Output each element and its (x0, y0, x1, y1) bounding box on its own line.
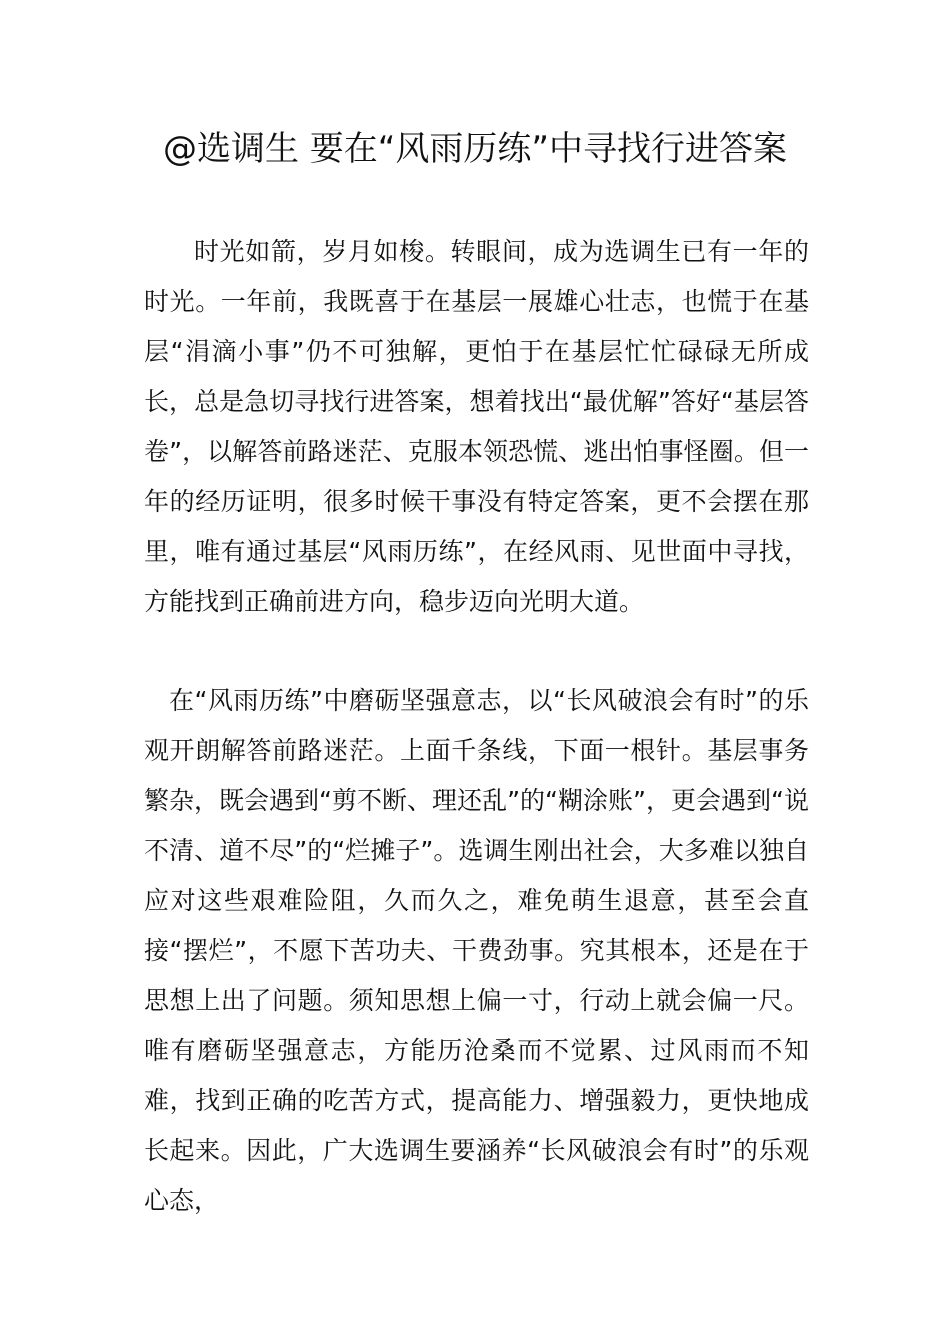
paragraph-1: 时光如箭，岁月如梭。转眼间，成为选调生已有一年的时光。一年前，我既喜于在基层一展雄心壮志，也慌于在基层“涓滴小事”仍不可独解，更怕于在基层忙忙碌碌无所成长，总是急切寻找行进答案，想着找出“最优解”答好“基层答卷”，以解答前路迷茫、克服本领恐慌、逃出怕事怪圈。但一年的经历证明，很多时候干事没有特定答案，更不会摆在那里，唯有通过基层“风雨历练”，在经风雨、见世面中寻找，方能找到正确前进方向，稳步迈向光明大道。 (144, 237, 809, 616)
document-title: @选调生 要在“风雨历练”中寻找行进答案 (162, 129, 788, 169)
paragraph-2: 在“风雨历练”中磨砺坚强意志，以“长风破浪会有时”的乐观开朗解答前路迷茫。上面千条线，下面一根针。基层事务繁杂，既会遇到“剪不断、理还乱”的“糊涂账”，更会遇到“说不清、道不尽”的“烂摊子”。选调生刚出社会，大多难以独自应对这些艰难险阻，久而久之，难免萌生退意，甚至会直接“摆烂”，不愿下苦功夫、干费劲事。究其根本，还是在于思想上出了问题。须知思想上偏一寸，行动上就会偏一尺。唯有磨砺坚强意志，方能历沧桑而不觉累、过风雨而不知难，找到正确的吃苦方式，提高能力、增强毅力，更快地成长起来。因此，广大选调生要涵养“长风破浪会有时”的乐观心态， (144, 686, 809, 1215)
